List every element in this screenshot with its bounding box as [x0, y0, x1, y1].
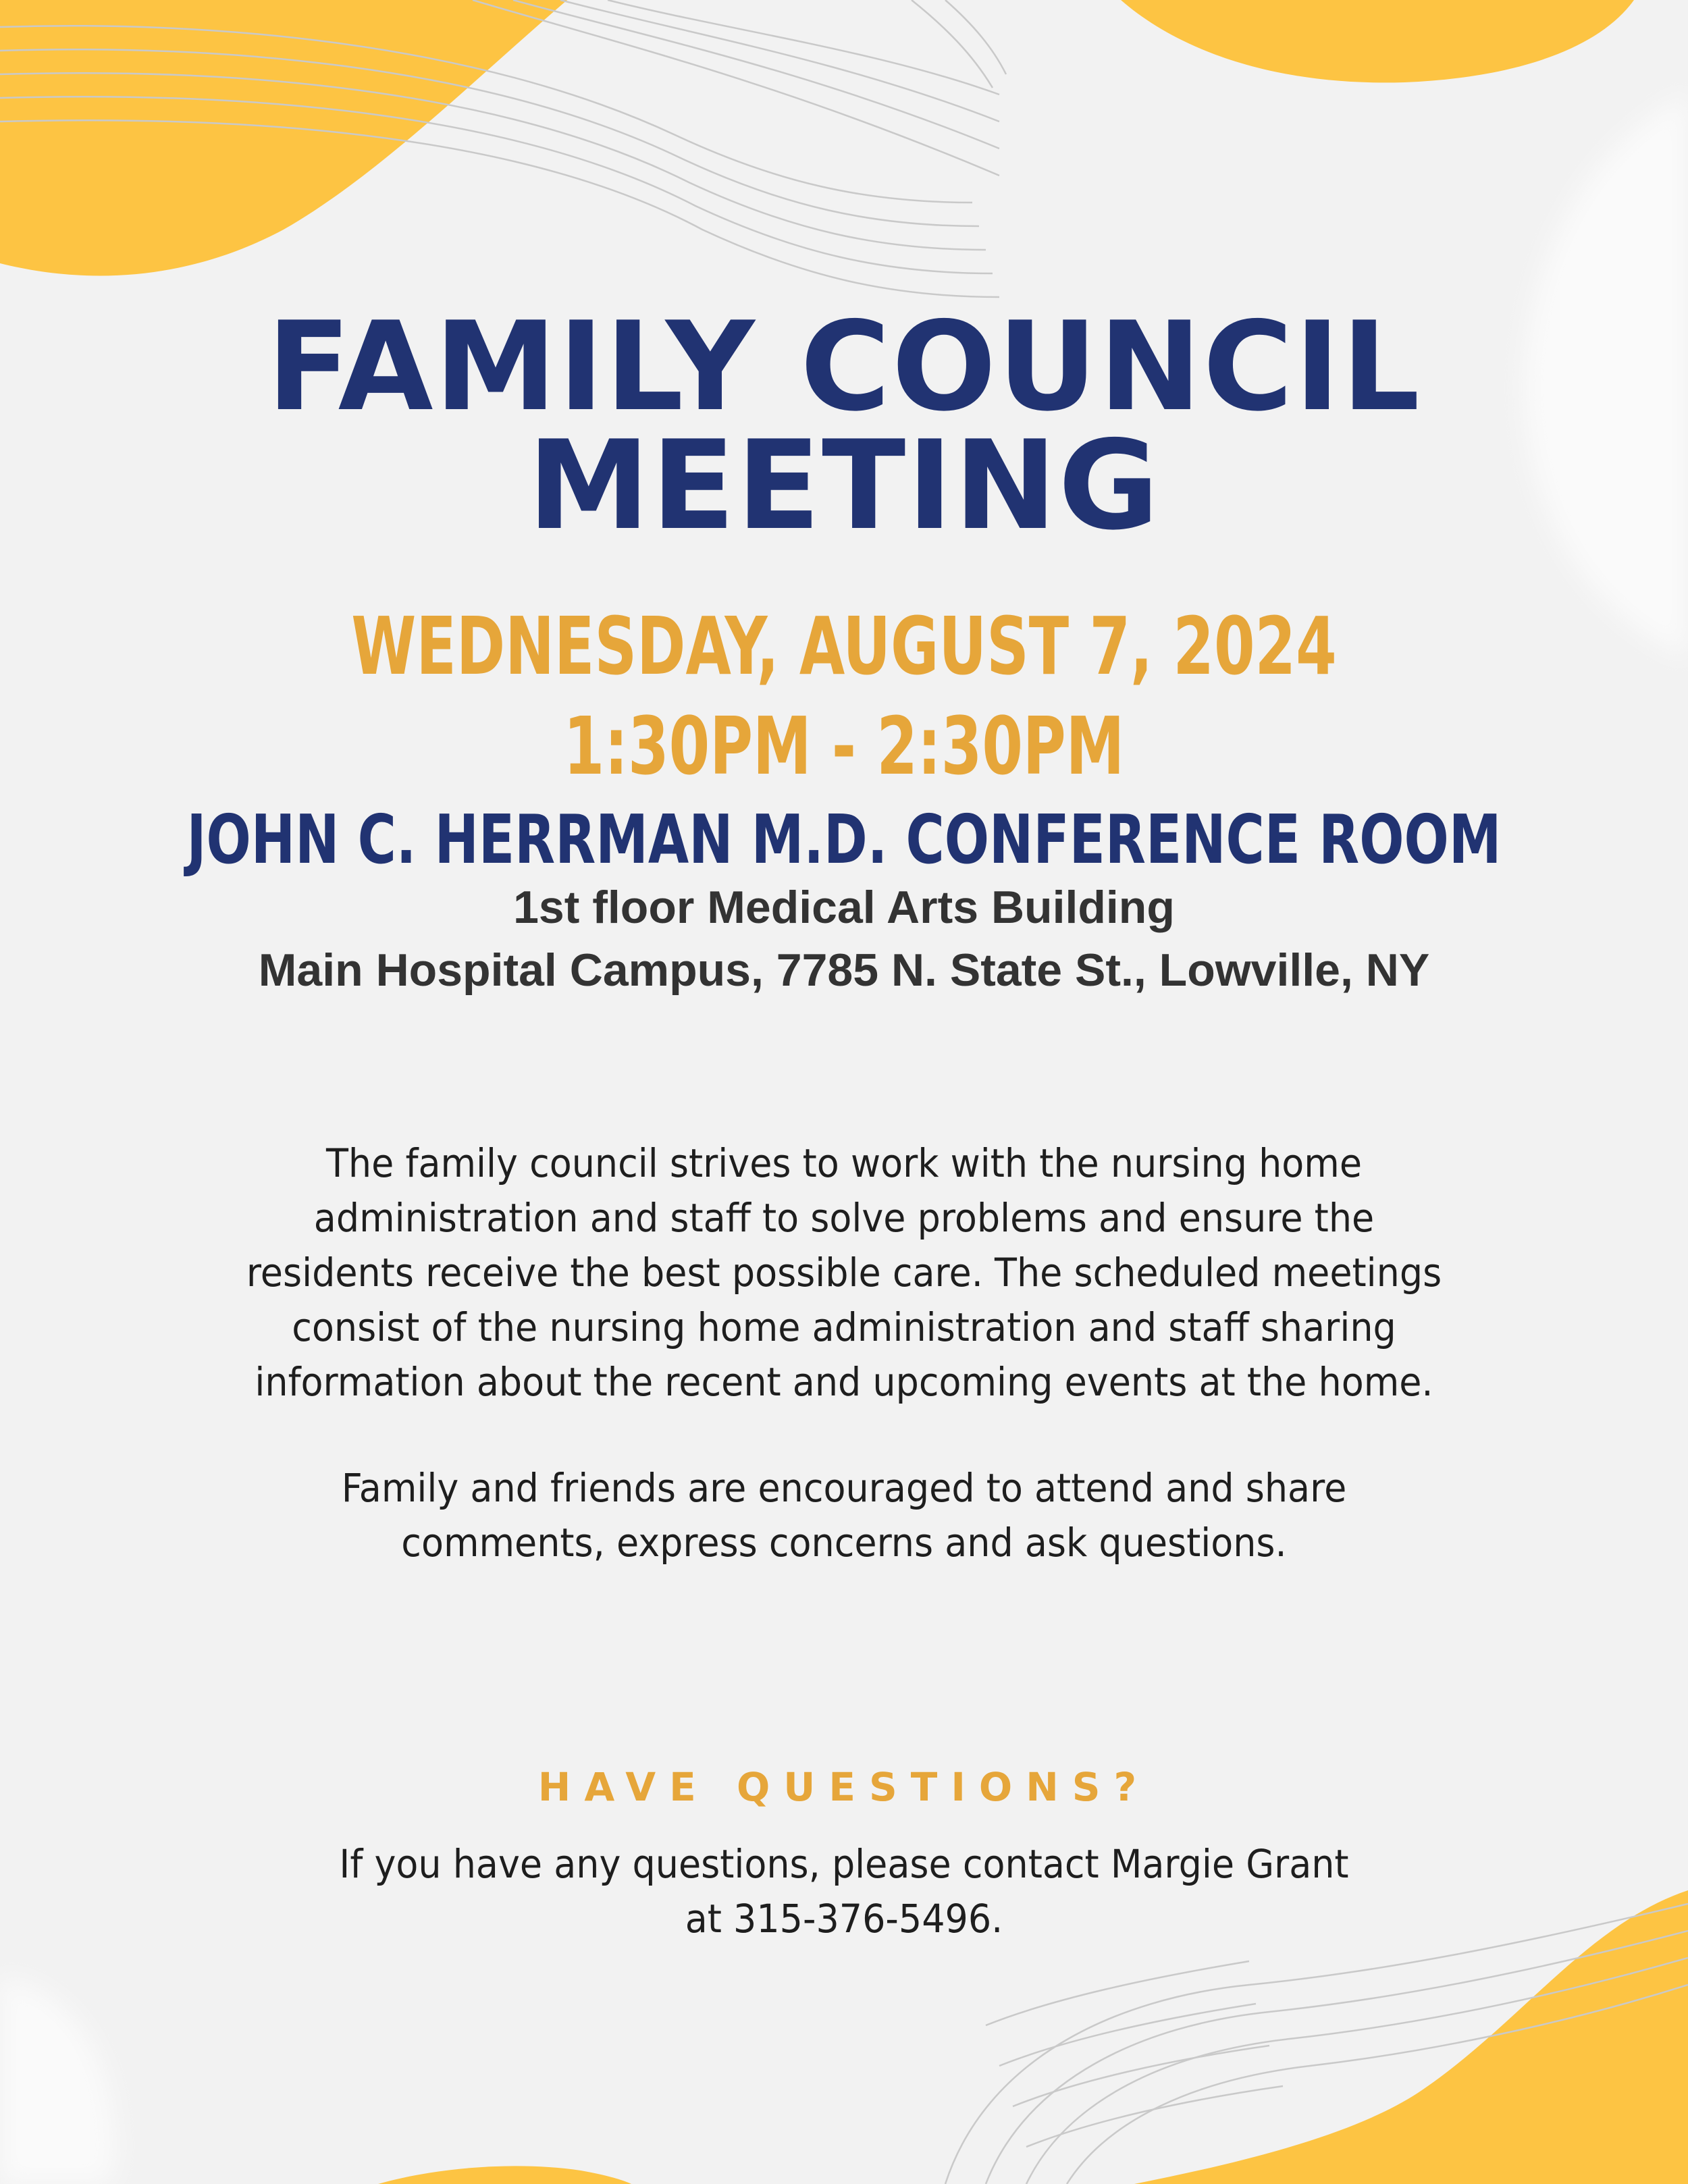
encouragement-line: Family and friends are encouraged to attend and share: [341, 1465, 1347, 1511]
event-date: WEDNESDAY, AUGUST 7, 2024: [351, 600, 1337, 693]
contact-line: at 315-376-5496.: [685, 1896, 1003, 1942]
description-line: administration and staff to solve problems and ensure the: [313, 1195, 1375, 1241]
encouragement-line: comments, express concerns and ask questions.: [401, 1520, 1287, 1566]
address-line-2: Main Hospital Campus, 7785 N. State St., Lowville, NY: [258, 944, 1430, 996]
description-line: The family council strives to work with the nursing home: [325, 1140, 1363, 1186]
contact-line: If you have any questions, please contact Margie Grant: [339, 1841, 1349, 1887]
questions-heading: HAVE QUESTIONS?: [537, 1764, 1151, 1810]
title-line-2: MEETING: [527, 414, 1161, 557]
description-line: consist of the nursing home administration and staff sharing: [292, 1304, 1396, 1350]
event-time: 1:30PM - 2:30PM: [563, 699, 1125, 793]
description-line: residents receive the best possible care. The scheduled meetings: [246, 1250, 1442, 1296]
title-line-1: FAMILY COUNCIL: [267, 295, 1421, 438]
address-line-1: 1st floor Medical Arts Building: [513, 882, 1175, 933]
description-line: information about the recent and upcoming events at the home.: [255, 1359, 1433, 1405]
event-room: JOHN C. HERRMAN M.D. CONFERENCE ROOM: [186, 800, 1502, 879]
